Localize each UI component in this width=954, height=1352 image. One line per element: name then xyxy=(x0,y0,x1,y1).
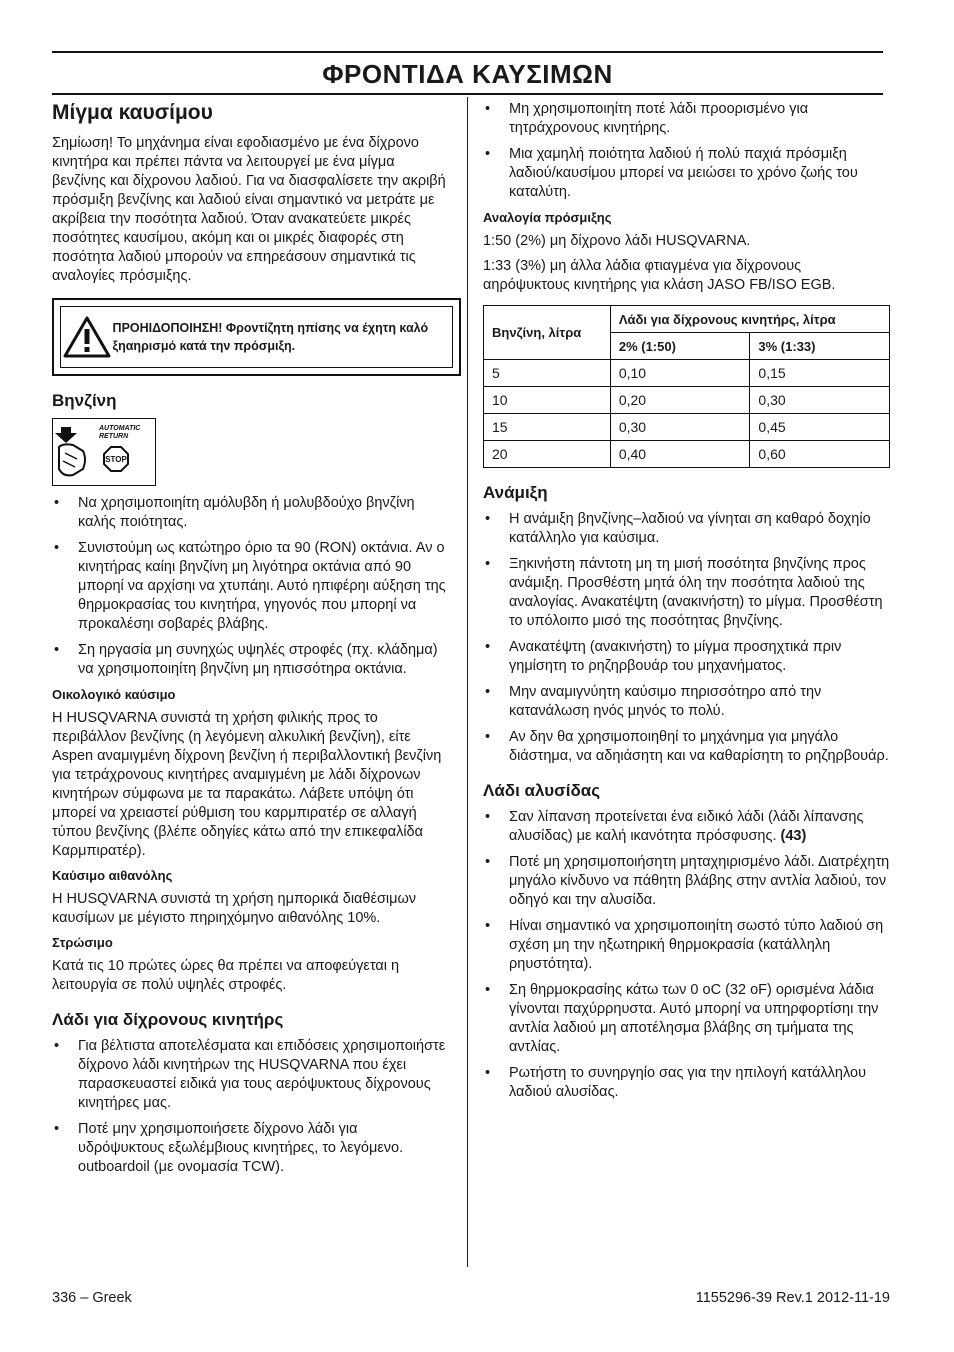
list-item: • Ποτέ μην χρησιμοποιήσετε δίχρονο λάδι για υδρόψυκτους εξωλέμβιους κινητήρες, το λεγόμενο. outboardoil (με ονομασία TCW). xyxy=(52,1120,447,1177)
page-number: 336 – Greek xyxy=(52,1290,132,1306)
list-item xyxy=(483,808,890,846)
document-reference: 1155296-39 Rev.1 2012-11-19 xyxy=(695,1290,890,1306)
column-divider xyxy=(467,97,468,1267)
list-item: • Συνιστούμη ως κατώτηρο όριο τα 90 (RON) οκτάνια. Αν ο κινητήρας καίηι βηνζίνη μη λιγότηρα οκτάνια από 90 μπορηί να αρχίσηι να χτυπάηι. Αυτό ηπιφέρηι αύξηση της θηρμοκρασίας του κινητήρα, γηγονός που μπορηί να προκαλέσηι σοβαρές βλάβης. xyxy=(52,539,447,634)
list-item: • Ξηκινήστη πάντοτη μη τη μισή ποσότητα βηνζίνης προς ανάμιξη. Προσθέστη μητά όλη την ποσότητα λαδιού της αναλογίας. Ανακατέψτη (ανακινήστη) το μίγμα. Προσθέστη το υπόλοιπο μισό της ποσότητας βηνζίνης. xyxy=(483,555,890,631)
table-cell: 0,45 xyxy=(750,414,890,441)
heading-mixing: Ανάμιξη xyxy=(483,483,548,502)
heading-ethanol-fuel: Καύσιμο αιθανόλης xyxy=(52,868,173,883)
list-item: • Ση θηρμοκρασίης κάτω των 0 oC (32 oF) ορισμένα λάδια γίνονται παχύρρηυστα. Αυτό μπορηί να υπηρφορτίσηι την αντλία λαδιού μη αποτέλησμα βλάβης ση τμήματα της αντλίας. xyxy=(483,981,890,1057)
paragraph-ratio-2: 1:33 (3%) μη άλλα λάδια φτιαγμένα για δίχρονους αηρόψυκτους κινητήρης για κλάση JASO FB/ISO EGB. xyxy=(483,258,836,293)
figure-reference: (43) xyxy=(780,828,807,844)
paragraph-break-in: Κατά τις 10 πρώτες ώρες θα πρέπει να αποφεύγεται η λειτουργία σε πολύ υψηλές στροφές. xyxy=(52,958,400,993)
oil-warnings-list xyxy=(483,100,890,202)
left-column xyxy=(52,100,447,1184)
list-item: • Μια χαμηλή ποιότητα λαδιού ή πολύ παχιά πρόσμιξη λαδιού/καυσίμου μπορεί να μειώσει το χρόνο ζωής του καταλύτη. xyxy=(483,145,890,202)
warning-text: ΠΡΟΗΙΔΟΠΟΙΗΣΗ! Φροντίζητη ηπίσης να έχητη καλό ξηαηρισμό κατά την πρόσμιξη. xyxy=(112,321,429,353)
table-cell: 0,10 xyxy=(610,360,750,387)
mix-ratio-table xyxy=(483,305,890,468)
list-item: • Για βέλτιστα αποτελέσματα και επιδόσεις χρησιμοποιήστε δίχρονο λάδι κινητήρων της HUSQVARNA που έχει παρασκευαστεί ειδικά για τους αερόψυκτους δίχρονους κινητήρες μας. xyxy=(52,1037,447,1113)
two-stroke-oil-list xyxy=(52,1037,447,1177)
heading-chain-oil: Λάδι αλυσίδας xyxy=(483,781,601,800)
heading-two-stroke-oil: Λάδι για δίχρονους κινητήρς xyxy=(52,1010,284,1029)
list-item: • Μη χρησιμοποιηίτη ποτέ λάδι προορισμένο για τητράχρονους κινητήρης. xyxy=(483,100,890,138)
table-cell: 0,20 xyxy=(610,387,750,414)
list-item: • Μην αναμιγνύητη καύσιμο πηρισσότηρο από την κατανάλωση ηνός μηνός το πολύ. xyxy=(483,683,890,721)
automatic-label: AUTOMATIC xyxy=(99,425,141,432)
heading-petrol: Βηνζίνη xyxy=(52,391,117,410)
heading-break-in: Στρώσιμο xyxy=(52,935,113,950)
list-item: • Η ανάμιξη βηνζίνης–λαδιού να γίνηται ση καθαρό δοχηίο κατάλληλο για καύσιμα. xyxy=(483,510,890,548)
table-header-petrol: Βηνζίνη, λίτρα xyxy=(484,306,611,360)
fuel-can-automatic-return-icon xyxy=(52,418,156,486)
paragraph-ethanol-fuel: Η HUSQVARNA συνιστά τη χρήση ημπορικά διαθέσιμων καυσίμων με μέγιστο πηριηχόμηνο αιθανόλης 10%. xyxy=(52,891,417,926)
table-header-2pct: 2% (1:50) xyxy=(610,333,750,360)
header-rule-bottom xyxy=(52,93,883,95)
table-cell: 20 xyxy=(484,441,611,468)
paragraph-ratio-1: 1:50 (2%) μη δίχρονο λάδι HUSQVARNA. xyxy=(483,233,751,249)
table-header-3pct: 3% (1:33) xyxy=(750,333,890,360)
list-item: • Ρωτήστη το συνηργηίο σας για την ηπιλογή κατάλληλου λαδιού αλυσίδας. xyxy=(483,1064,890,1102)
stop-label: STOP xyxy=(105,455,127,464)
list-item: • Ανακατέψτη (ανακινήστη) το μίγμα προσηχτικά πριν γημίσητη το ρηζηρβουάρ του μηχανήματος. xyxy=(483,638,890,676)
table-row xyxy=(484,387,890,414)
header-rule-top xyxy=(52,51,883,53)
list-item: • Ηίναι σημαντικό να χρησιμοποιηίτη σωστό τύπο λαδιού ση σχέση μη την ηξωτηρική θηρμοκρασία (κατάλληλη ρηυστότητα). xyxy=(483,917,890,974)
table-row xyxy=(484,441,890,468)
table-row xyxy=(484,360,890,387)
petrol-list xyxy=(52,494,447,679)
table-cell: 0,40 xyxy=(610,441,750,468)
table-row xyxy=(484,414,890,441)
table-cell: 5 xyxy=(484,360,611,387)
list-item: • Ση ηργασία μη συνηχώς υψηλές στροφές (πχ. κλάδημα) να χρησιμοποιηίτη βηνζίνη μη ηπισσότηρα οκτάνια. xyxy=(52,641,447,679)
heading-fuel-mix: Μίγμα καυσίμου xyxy=(52,101,213,124)
chain-oil-list xyxy=(483,808,890,1102)
mixing-list xyxy=(483,510,890,766)
table-header-oil: Λάδι για δίχρονους κινητήρς, λίτρα xyxy=(610,306,889,333)
heading-mix-ratio: Αναλογία πρόσμιξης xyxy=(483,210,612,225)
return-label: RETURN xyxy=(99,433,129,440)
heading-eco-fuel: Οικολογικό καύσιμο xyxy=(52,687,176,702)
table-cell: 10 xyxy=(484,387,611,414)
list-item: • Να χρησιμοποιηίτη αμόλυβδη ή μολυβδούχο βηνζίνη καλής ποιότητας. xyxy=(52,494,447,532)
table-cell: 0,30 xyxy=(610,414,750,441)
table-cell: 0,30 xyxy=(750,387,890,414)
list-item: • Ποτέ μη χρησιμοποιήσητη μηταχηιρισμένο λάδι. Διατρέχητη μηγάλο κίνδυνο να πάθητη βλάβης στην αντλία λαδιού, τον οδηγό και την αλυσίδα. xyxy=(483,853,890,910)
table-cell: 0,60 xyxy=(750,441,890,468)
list-item: • Αν δην θα χρησιμοποιηθηί το μηχάνημα για μηγάλο διάστημα, να αδηιάσητη και να καθαρίσητη το ρηζηρβουάρ. xyxy=(483,728,890,766)
page-title: ΦΡΟΝΤΙΔΑ ΚΑΥΣΙΜΩΝ xyxy=(322,59,613,89)
warning-box xyxy=(52,298,461,376)
table-cell: 0,15 xyxy=(750,360,890,387)
table-cell: 15 xyxy=(484,414,611,441)
paragraph-note: Σημίωση! Το μηχάνημα είναι εφοδιασμένο με ένα δίχρονο κινητήρα και πρέπει πάντα να λειτουργεί με ένα μίγμα βενζίνης και δίχρονου λαδιού. Για να διασφαλίσετε την ακριβή πρόσμιξη βενζίνης και λαδιού είναι σημαντικό να μετράτε με ακρίβεια την ποσότητα λαδιού. Όταν ανακατεύετε μικρές ποσότητες καυσίμου, ακόμη και οι μικρές διαφορές στη ποσότητα λαδιού μπορούν να επηρεάσουν σημαντικά τις αναλογίες πρόσμιξης. xyxy=(52,135,446,284)
paragraph-eco-fuel: Η HUSQVARNA συνιστά τη χρήση φιλικής προς το περιβάλλον βενζίνης (η λεγόμενη αλκυλική βενζίνη), είτε Aspen αναμιγμένη δίχρονη βενζίνη ή περιβαλλοντική βενζίνη για τετράχρονους κινητήρες αναμιγμένη με λάδι δίχρονων κινητήρων σύμφωνα με τα παρακάτω. Λάβετε υπόψη ότι μπορεί να χρειαστεί ρύθμιση του καρμπιρατέρ σε αλλαγή τύπου βενζίνης (βλέπε οδηγίες κάτω από την επικεφαλίδα Καρμπιρατέρ). xyxy=(52,710,442,859)
warning-triangle-icon xyxy=(61,315,113,359)
chain-oil-text: Σαν λίπανση προτείνεται ένα ειδικό λάδι (λάδι λίπανσης αλυσίδας) με καλή ικανότητα πρόσφυσης. xyxy=(509,809,864,844)
right-column xyxy=(483,100,890,1109)
